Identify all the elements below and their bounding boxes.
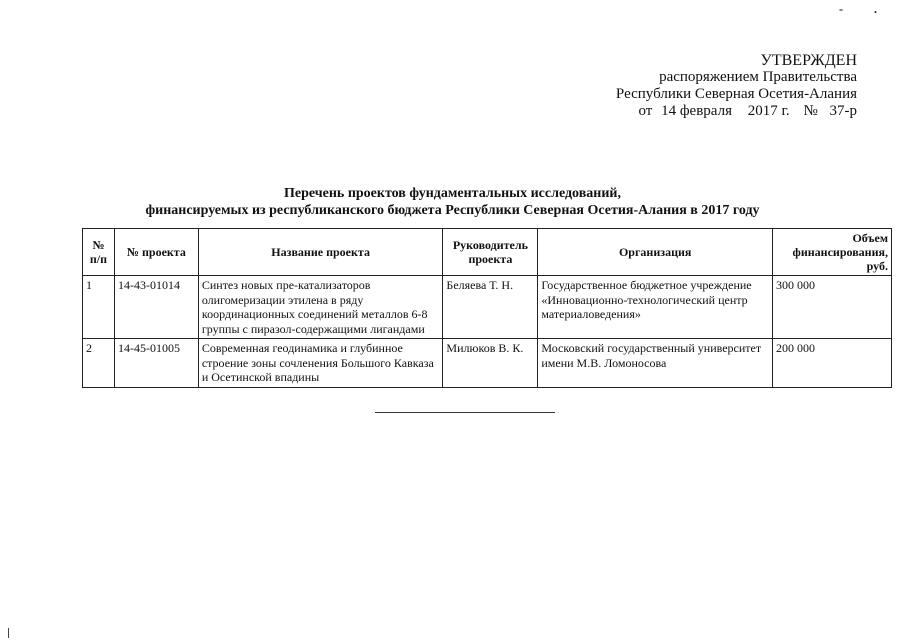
table-row xyxy=(83,276,892,339)
cell-organization: Государственное бюджетное учреждение «Инновационно-технологический центр материаловедения» xyxy=(538,276,773,339)
document-number: 37-р xyxy=(829,103,857,119)
approval-date-line xyxy=(616,103,857,120)
header-project-name: Название проекта xyxy=(198,229,443,276)
table-row xyxy=(83,339,892,388)
header-num: № п/п xyxy=(83,229,115,276)
cell-project-name: Синтез новых пре-катализаторов олигомеризации этилена в ряду координационных соединений металлов 6-8 группы с пиразол-содержащими лигандами xyxy=(198,276,443,339)
number-sign: № xyxy=(803,103,818,119)
header-project-number: № проекта xyxy=(114,229,198,276)
cell-funding: 200 000 xyxy=(773,339,892,388)
projects-table xyxy=(82,228,892,388)
document-title-line-1: Перечень проектов фундаментальных исследований, xyxy=(284,186,621,201)
document-title-line-2: финансируемых из республиканского бюджета Республики Северная Осетия-Алания в 2017 году xyxy=(145,203,760,218)
date-year: 2017 г. xyxy=(747,103,790,119)
header-organization: Организация xyxy=(538,229,773,276)
cell-project-name: Современная геодинамика и глубинное строение зоны сочленения Большого Кавказа и Осетинской впадины xyxy=(198,339,443,388)
cell-organization: Московский государственный университет имени М.В. Ломоносова xyxy=(538,339,773,388)
closing-rule xyxy=(375,412,555,413)
approval-line-2: Республики Северная Осетия-Алания xyxy=(615,86,857,102)
cell-project-number: 14-45-01005 xyxy=(114,339,198,388)
corner-marks: - . xyxy=(839,2,891,16)
approval-title: УТВЕРЖДЕН xyxy=(760,52,857,69)
margin-tick xyxy=(8,628,9,638)
approval-block xyxy=(616,52,857,120)
header-funding: Объем финансирования, руб. xyxy=(773,229,892,276)
date-prefix: от xyxy=(638,103,653,119)
cell-project-head: Беляева Т. Н. xyxy=(443,276,538,339)
document-title xyxy=(0,185,905,219)
date-day-month: 14 февраля xyxy=(661,103,732,119)
approval-line-1: распоряжением Правительства xyxy=(659,69,857,85)
header-project-head: Руководитель проекта xyxy=(443,229,538,276)
cell-project-head: Милюков В. К. xyxy=(443,339,538,388)
cell-project-number: 14-43-01014 xyxy=(114,276,198,339)
cell-funding: 300 000 xyxy=(773,276,892,339)
cell-num: 2 xyxy=(83,339,115,388)
table-header-row xyxy=(83,229,892,276)
cell-num: 1 xyxy=(83,276,115,339)
